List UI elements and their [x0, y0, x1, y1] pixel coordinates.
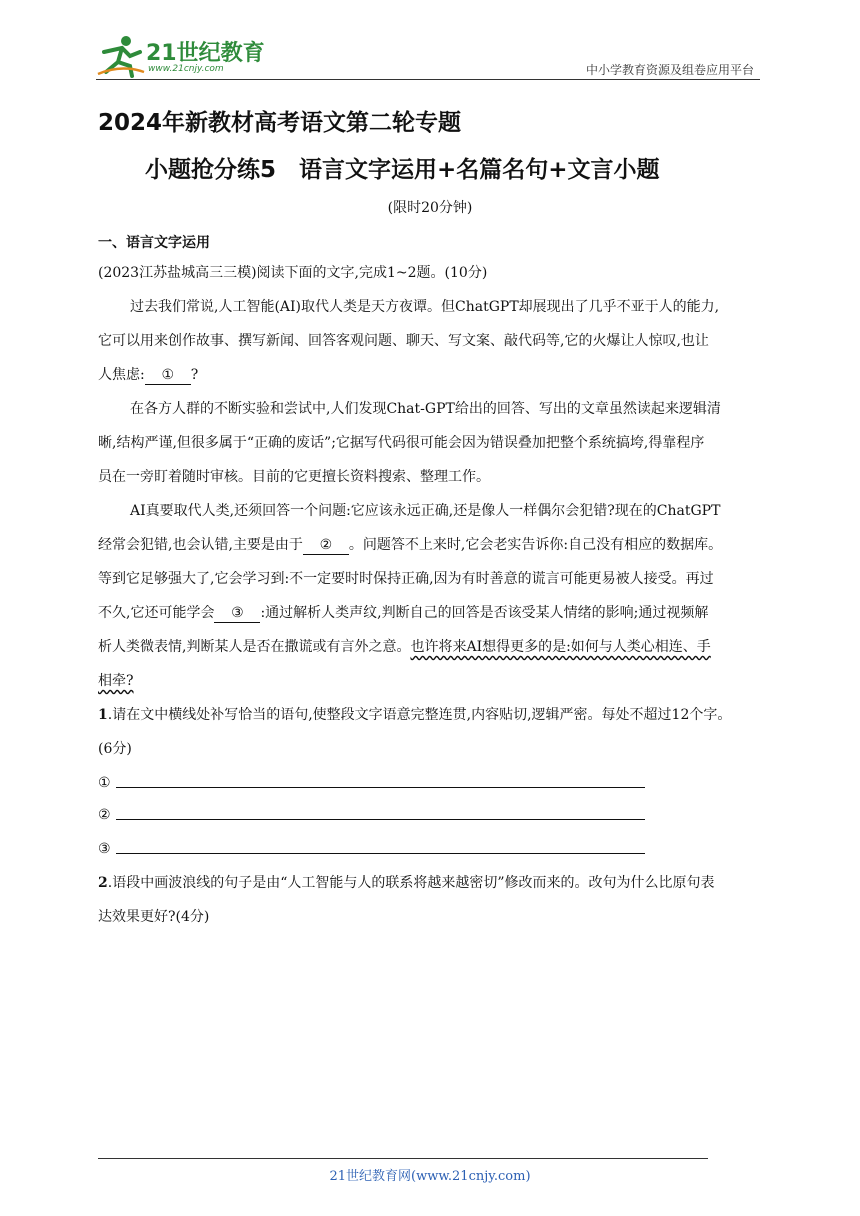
blank-3: ③ — [214, 605, 260, 623]
answer-label-2: ② — [98, 807, 111, 823]
section-heading: 一、语言文字运用 — [98, 235, 210, 251]
logo-text: 21世纪教育 — [146, 41, 265, 66]
footer-text[interactable]: 21世纪教育网(www.21cnjy.com) — [329, 1169, 531, 1184]
answer-label-1: ① — [98, 775, 111, 791]
time-limit: (限时20分钟) — [387, 200, 473, 216]
passage-line: 晰,结构严谨,但很多属于“正确的废话”;它据写代码很可能会因为错误叠加把整个系统搞垮,得靠程序 — [98, 435, 705, 451]
answer-line-1[interactable] — [116, 787, 645, 788]
footer-divider — [98, 1158, 708, 1159]
passage-line: 人焦虑: ① ? — [98, 367, 199, 383]
page-subtitle: 小题抢分练5 语言文字运用+名篇名句+文言小题 — [145, 157, 660, 183]
passage-line: 过去我们常说,人工智能(AI)取代人类是天方夜谭。但ChatGPT却展现出了几乎不亚于人的能力, — [130, 299, 720, 315]
passage-source: (2023江苏盐城高三三模)阅读下面的文字,完成1~2题。(10分) — [98, 265, 488, 281]
question-1-score: (6分) — [98, 741, 132, 757]
header-divider — [96, 79, 760, 80]
passage-line: 它可以用来创作故事、撰写新闻、回答客观问题、聊天、写文案、敲代码等,它的火爆让人惊叹,也让 — [98, 333, 709, 349]
passage-line: AI真要取代人类,还须回答一个问题:它应该永远正确,还是像人一样偶尔会犯错?现在的ChatGPT — [130, 503, 721, 519]
blank-1: ① — [145, 367, 191, 385]
passage-line: 在各方人群的不断实验和尝试中,人们发现Chat-GPT给出的回答、写出的文章虽然读起来逻辑清 — [130, 401, 721, 417]
blank-2: ② — [303, 537, 349, 555]
passage-line: 析人类微表情,判断某人是否在撒谎或有言外之意。也许将来AI想得更多的是:如何与人类心相连、手 — [98, 639, 711, 655]
question-2-cont: 达效果更好?(4分) — [98, 909, 210, 925]
question-2: 2.语段中画波浪线的句子是由“人工智能与人的联系将越来越密切”修改而来的。改句为什么比原句表 — [98, 875, 715, 891]
wavy-underlined-sentence-end: 相牵? — [98, 673, 134, 689]
passage-line: 不久,它还可能学会 ③ :通过解析人类声纹,判断自己的回答是否该受某人情绪的影响;通过视频解 — [98, 605, 709, 621]
logo — [96, 34, 266, 78]
passage-line: 等到它足够强大了,它会学习到:不一定要时时保持正确,因为有时善意的谎言可能更易被人接受。再过 — [98, 571, 714, 587]
passage-line: 经常会犯错,也会认错,主要是由于 ② 。问题答不上来时,它会老实告诉你:自己没有相应的数据库。 — [98, 537, 723, 553]
page-title: 2024年新教材高考语文第二轮专题 — [98, 110, 462, 136]
passage-line: 员在一旁盯着随时审核。目前的它更擅长资料搜索、整理工作。 — [98, 469, 490, 485]
runner-logo-icon — [96, 34, 146, 78]
question-1: 1.请在文中横线处补写恰当的语句,使整段文字语意完整连贯,内容贴切,逻辑严密。每处不超过12个字。 — [98, 707, 732, 723]
platform-label: 中小学教育资源及组卷应用平台 — [585, 63, 754, 77]
page-header — [96, 34, 760, 80]
passage-line — [98, 671, 134, 691]
answer-line-3[interactable] — [116, 853, 645, 854]
wavy-underlined-sentence: 也许将来AI想得更多的是:如何与人类心相连、手 — [410, 639, 711, 655]
answer-line-2[interactable] — [116, 819, 645, 820]
logo-url: www.21cnjy.com — [148, 64, 224, 74]
answer-label-3: ③ — [98, 841, 111, 857]
